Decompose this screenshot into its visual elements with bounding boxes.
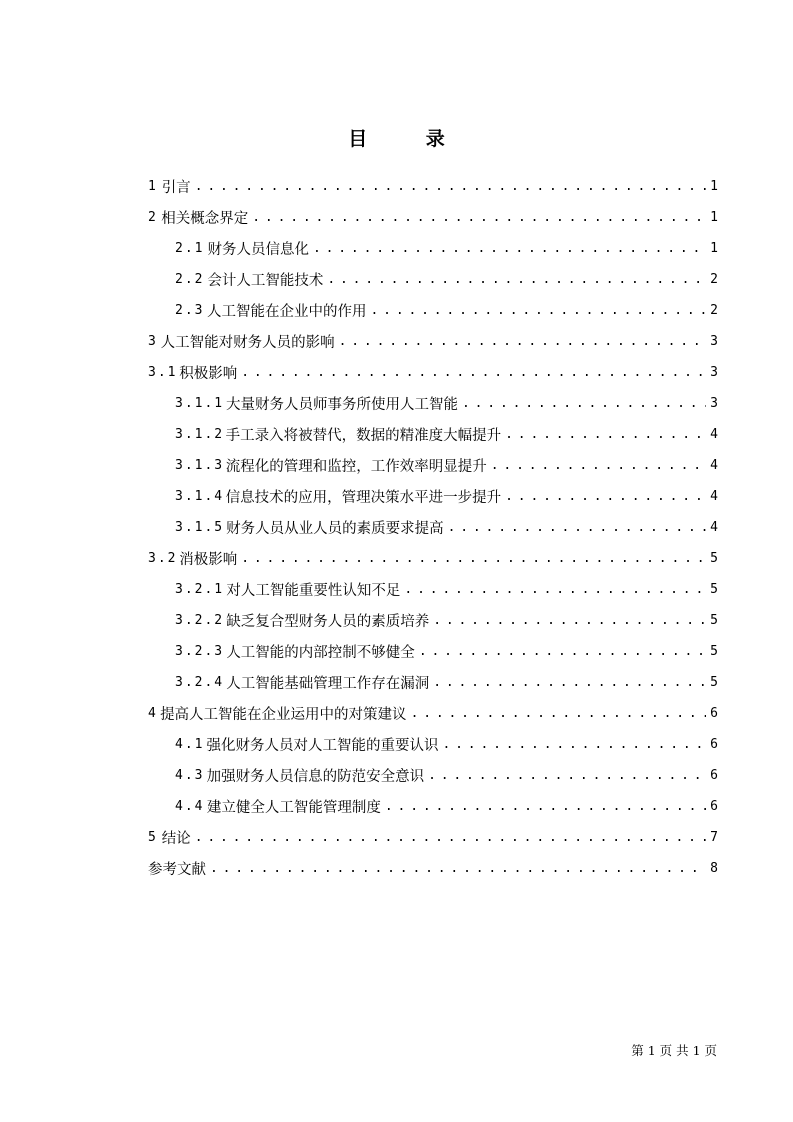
toc-dot-leader [210, 861, 706, 876]
toc-page-number: 6 [710, 737, 718, 752]
toc-entry-title: 人工智能的内部控制不够健全 [226, 645, 415, 661]
toc-entry-title: 人工智能基础管理工作存在漏洞 [226, 676, 430, 692]
toc-entry[interactable] [148, 667, 718, 698]
toc-entry-title: 会计人工智能技术 [207, 273, 324, 289]
toc-entry[interactable] [148, 481, 718, 512]
toc-page-number: 2 [710, 303, 718, 318]
toc-entry-title: 财务人员信息化 [207, 242, 309, 258]
toc-entry[interactable] [148, 450, 718, 481]
toc-page-number: 6 [710, 706, 718, 721]
table-of-contents [148, 171, 718, 884]
toc-entry[interactable] [148, 264, 718, 295]
toc-entry[interactable] [148, 729, 718, 760]
toc-entry[interactable] [148, 605, 718, 636]
toc-entry-number: 5 [148, 830, 158, 845]
toc-entry-number: 3.1.4 [175, 489, 225, 504]
toc-dot-leader [433, 613, 706, 628]
toc-entry-title: 信息技术的应用，管理决策水平进一步提升 [225, 490, 502, 506]
toc-page-number: 1 [710, 179, 718, 194]
toc-dot-leader [195, 830, 706, 845]
toc-dot-leader [419, 644, 706, 659]
page-footer: 第 1 页 共 1 页 [631, 1043, 717, 1058]
toc-entry-title: 手工录入将被替代，数据的精准度大幅提升 [225, 428, 502, 444]
toc-entry-number: 3.1.2 [175, 427, 225, 442]
toc-dot-leader [433, 675, 706, 690]
toc-dot-leader [491, 458, 706, 473]
toc-entry-number: 3.2.3 [175, 644, 225, 659]
toc-entry[interactable] [148, 574, 718, 605]
page-title: 目 录 [348, 128, 471, 150]
toc-entry-title: 人工智能对财务人员的影响 [160, 335, 335, 351]
toc-page-number: 5 [710, 551, 718, 566]
toc-page-number: 8 [710, 861, 718, 876]
toc-entry[interactable] [148, 512, 718, 543]
toc-dot-leader [195, 179, 706, 194]
toc-dot-leader [411, 706, 707, 721]
toc-dot-leader [404, 582, 706, 597]
toc-entry-number: 3.1 [148, 365, 178, 380]
toc-entry[interactable] [148, 295, 718, 326]
toc-entry-title: 大量财务人员师事务所使用人工智能 [225, 397, 458, 413]
toc-dot-leader [462, 396, 706, 411]
toc-dot-leader [448, 520, 707, 535]
toc-entry[interactable] [148, 233, 718, 264]
toc-dot-leader [313, 241, 706, 256]
toc-entry-number: 3.1.1 [175, 396, 225, 411]
toc-entry-number: 2.2 [175, 272, 205, 287]
toc-entry[interactable] [148, 698, 718, 729]
toc-dot-leader [241, 551, 706, 566]
toc-entry[interactable] [148, 636, 718, 667]
toc-dot-leader [505, 427, 706, 442]
toc-dot-leader [385, 799, 706, 814]
toc-page-number: 1 [710, 241, 718, 256]
toc-page-number: 4 [710, 489, 718, 504]
toc-page-number: 5 [710, 582, 718, 597]
toc-entry-title: 缺乏复合型财务人员的素质培养 [226, 614, 430, 630]
toc-entry-number: 3.2.2 [175, 613, 225, 628]
toc-page-number: 2 [710, 272, 718, 287]
toc-entry[interactable] [148, 326, 718, 357]
toc-entry-number: 2.3 [175, 303, 205, 318]
toc-entry-number: 3.2.4 [175, 675, 225, 690]
toc-entry[interactable] [148, 791, 718, 822]
toc-entry[interactable] [148, 171, 718, 202]
toc-entry-number: 4.1 [175, 737, 205, 752]
toc-dot-leader [505, 489, 706, 504]
toc-entry-number: 3 [148, 334, 158, 349]
toc-entry[interactable] [148, 543, 718, 574]
toc-entry-number: 2.1 [175, 241, 205, 256]
toc-dot-leader [428, 768, 706, 783]
toc-entry-title: 加强财务人员信息的防范安全意识 [206, 769, 425, 785]
toc-entry-title: 引言 [161, 180, 191, 196]
toc-dot-leader [371, 303, 707, 318]
toc-entry-number: 3.1.3 [175, 458, 225, 473]
toc-entry-title: 提高人工智能在企业运用中的对策建议 [160, 707, 407, 723]
toc-entry-title: 流程化的管理和监控，工作效率明显提升 [225, 459, 487, 475]
toc-entry-title: 财务人员从业人员的素质要求提高 [226, 521, 444, 537]
toc-entry-number: 3.2 [148, 551, 178, 566]
toc-page-number: 4 [710, 427, 718, 442]
toc-entry-number: 3.2.1 [175, 582, 225, 597]
toc-entry-title: 建立健全人工智能管理制度 [206, 800, 381, 816]
toc-page-number: 3 [710, 334, 718, 349]
toc-dot-leader [327, 272, 706, 287]
toc-entry[interactable] [148, 760, 718, 791]
toc-page-number: 4 [710, 520, 718, 535]
toc-entry[interactable] [148, 388, 718, 419]
toc-entry-number: 4.3 [175, 768, 205, 783]
toc-page-number: 5 [710, 613, 718, 628]
toc-page-number: 6 [710, 768, 718, 783]
toc-entry-title: 积极影响 [179, 366, 238, 382]
toc-page-number: 5 [710, 675, 718, 690]
toc-entry-title: 相关概念界定 [161, 211, 249, 227]
toc-entry-number: 4.4 [175, 799, 205, 814]
toc-entry[interactable] [148, 822, 718, 853]
toc-entry-title: 对人工智能重要性认知不足 [226, 583, 401, 599]
toc-entry-title: 参考文献 [148, 862, 206, 878]
toc-page-number: 3 [710, 396, 718, 411]
toc-page-number: 4 [710, 458, 718, 473]
toc-entry[interactable] [148, 202, 718, 233]
toc-entry-title: 人工智能在企业中的作用 [207, 304, 367, 320]
toc-entry-title: 强化财务人员对人工智能的重要认识 [206, 738, 439, 754]
toc-page-number: 5 [710, 644, 718, 659]
toc-page-number: 1 [710, 210, 718, 225]
toc-entry[interactable] [148, 357, 718, 388]
toc-entry-title: 消极影响 [179, 552, 238, 568]
toc-entry-number: 1 [148, 179, 158, 194]
toc-page-number: 6 [710, 799, 718, 814]
toc-entry-title: 结论 [161, 831, 191, 847]
toc-entry[interactable] [148, 419, 718, 450]
toc-dot-leader [339, 334, 707, 349]
toc-page-number: 3 [710, 365, 718, 380]
toc-dot-leader [442, 737, 706, 752]
toc-entry[interactable] [148, 853, 718, 884]
toc-dot-leader [241, 365, 706, 380]
toc-dot-leader [252, 210, 706, 225]
toc-entry-number: 3.1.5 [175, 520, 225, 535]
toc-entry-number: 4 [148, 706, 158, 721]
toc-page-number: 7 [710, 830, 718, 845]
toc-entry-number: 2 [148, 210, 158, 225]
